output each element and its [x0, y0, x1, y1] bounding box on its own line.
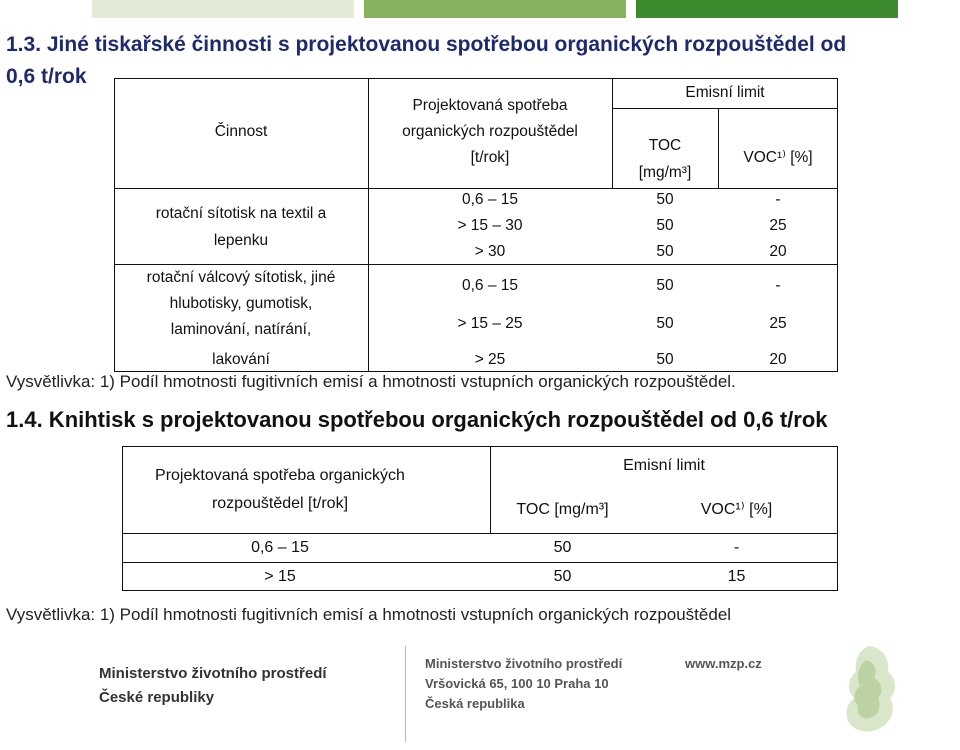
section-14-footnote: Vysvětlivka: 1) Podíl hmotnosti fugitivních emisí a hmotnosti vstupních organických rozpouštědel: [6, 605, 732, 624]
table-border: [114, 264, 838, 265]
ministry-name-line2: České republiky: [99, 689, 215, 706]
row1-toc: 50: [553, 539, 572, 556]
section-14-title: 1.4. Knihtisk s projektovanou spotřebou organických rozpouštědel od 0,6 t/rok: [6, 407, 828, 432]
czech-lion-icon: [830, 638, 905, 738]
header-toc-line1: TOC: [648, 137, 682, 154]
header-toc-line2: [mg/m³]: [638, 164, 692, 181]
row2-toc: 50: [553, 568, 572, 585]
footer-divider: [405, 646, 406, 742]
website-link[interactable]: www.mzp.cz: [685, 656, 762, 671]
table-border: [122, 533, 838, 534]
footer: [95, 638, 905, 750]
g1-row2-voc: 25: [769, 217, 787, 234]
header-consumption-line1: Projektovaná spotřeba organických: [155, 467, 405, 484]
header-emission-limit: Emisní limit: [685, 84, 765, 101]
header-consumption-line1: Projektovaná spotřeba: [412, 97, 568, 114]
g2-row2-voc: 25: [769, 315, 787, 332]
top-decor-bar-mid: [364, 0, 626, 18]
top-decor-bar-dark: [636, 0, 898, 18]
table-border: [122, 562, 838, 563]
g1-row1-toc: 50: [656, 191, 674, 208]
activity-group1-line1: rotační sítotisk na textil a: [155, 205, 327, 222]
ministry-address-line2: Vršovická 65, 100 10 Praha 10: [425, 676, 609, 691]
header-emission-limit: Emisní limit: [623, 457, 705, 474]
header-activity: Činnost: [214, 123, 268, 140]
ministry-name-line1: Ministerstvo životního prostředí: [99, 665, 327, 682]
section-13-title-line1: 1.3. Jiné tiskařské činnosti s projektovanou spotřebou organických rozpouštědel od: [6, 33, 847, 56]
g1-row3-voc: 20: [769, 243, 787, 260]
g1-row1-voc: -: [775, 191, 781, 208]
header-consumption-line3: [t/rok]: [470, 149, 510, 166]
row2-range: > 15: [264, 568, 296, 585]
row2-voc: 15: [727, 568, 746, 585]
table-border: [114, 78, 838, 79]
table-border: [612, 108, 838, 109]
table-border: [122, 446, 838, 447]
section-13-footnote: Vysvětlivka: 1) Podíl hmotnosti fugitivních emisí a hmotnosti vstupních organických rozpouštědel.: [6, 372, 736, 391]
row1-voc: -: [733, 539, 740, 556]
g2-row3-voc: 20: [769, 351, 787, 368]
g1-row3-toc: 50: [656, 243, 674, 260]
activity-group2-line3: laminování, natírání,: [170, 321, 312, 338]
table-border: [122, 590, 838, 591]
g2-row1-toc: 50: [656, 277, 674, 294]
g2-row1-range: 0,6 – 15: [461, 277, 519, 294]
activity-group2-line1: rotační válcový sítotisk, jiné: [146, 269, 336, 286]
g2-row2-range: > 15 – 25: [457, 315, 523, 332]
header-consumption-line2: organických rozpouštědel: [402, 123, 578, 140]
activity-group2-line4: lakování: [212, 351, 270, 368]
g1-row3-range: > 30: [474, 243, 506, 260]
header-voc: VOC¹⁾ [%]: [700, 501, 773, 518]
g1-row1-range: 0,6 – 15: [461, 191, 519, 208]
top-decor-bar-light: [92, 0, 354, 18]
g1-row2-toc: 50: [656, 217, 674, 234]
ministry-address-line1: Ministerstvo životního prostředí: [425, 656, 623, 671]
header-consumption-line2: rozpouštědel [t/rok]: [211, 495, 349, 512]
g2-row1-voc: -: [775, 277, 781, 294]
header-toc: TOC [mg/m³]: [516, 501, 609, 518]
activity-group2-line2: hlubotisky, gumotisk,: [169, 295, 313, 312]
row1-range: 0,6 – 15: [251, 539, 309, 556]
g2-row3-toc: 50: [656, 351, 674, 368]
table-section-14: [122, 446, 838, 591]
g2-row3-range: > 25: [474, 351, 506, 368]
ministry-address-line3: Česká republika: [425, 696, 525, 711]
table-section-13: [114, 78, 838, 372]
activity-group1-line2: lepenku: [213, 232, 269, 249]
section-13-title-line2: 0,6 t/rok: [6, 65, 87, 88]
g2-row2-toc: 50: [656, 315, 674, 332]
header-voc: VOC¹⁾ [%]: [743, 149, 813, 166]
g1-row2-range: > 15 – 30: [457, 217, 523, 234]
